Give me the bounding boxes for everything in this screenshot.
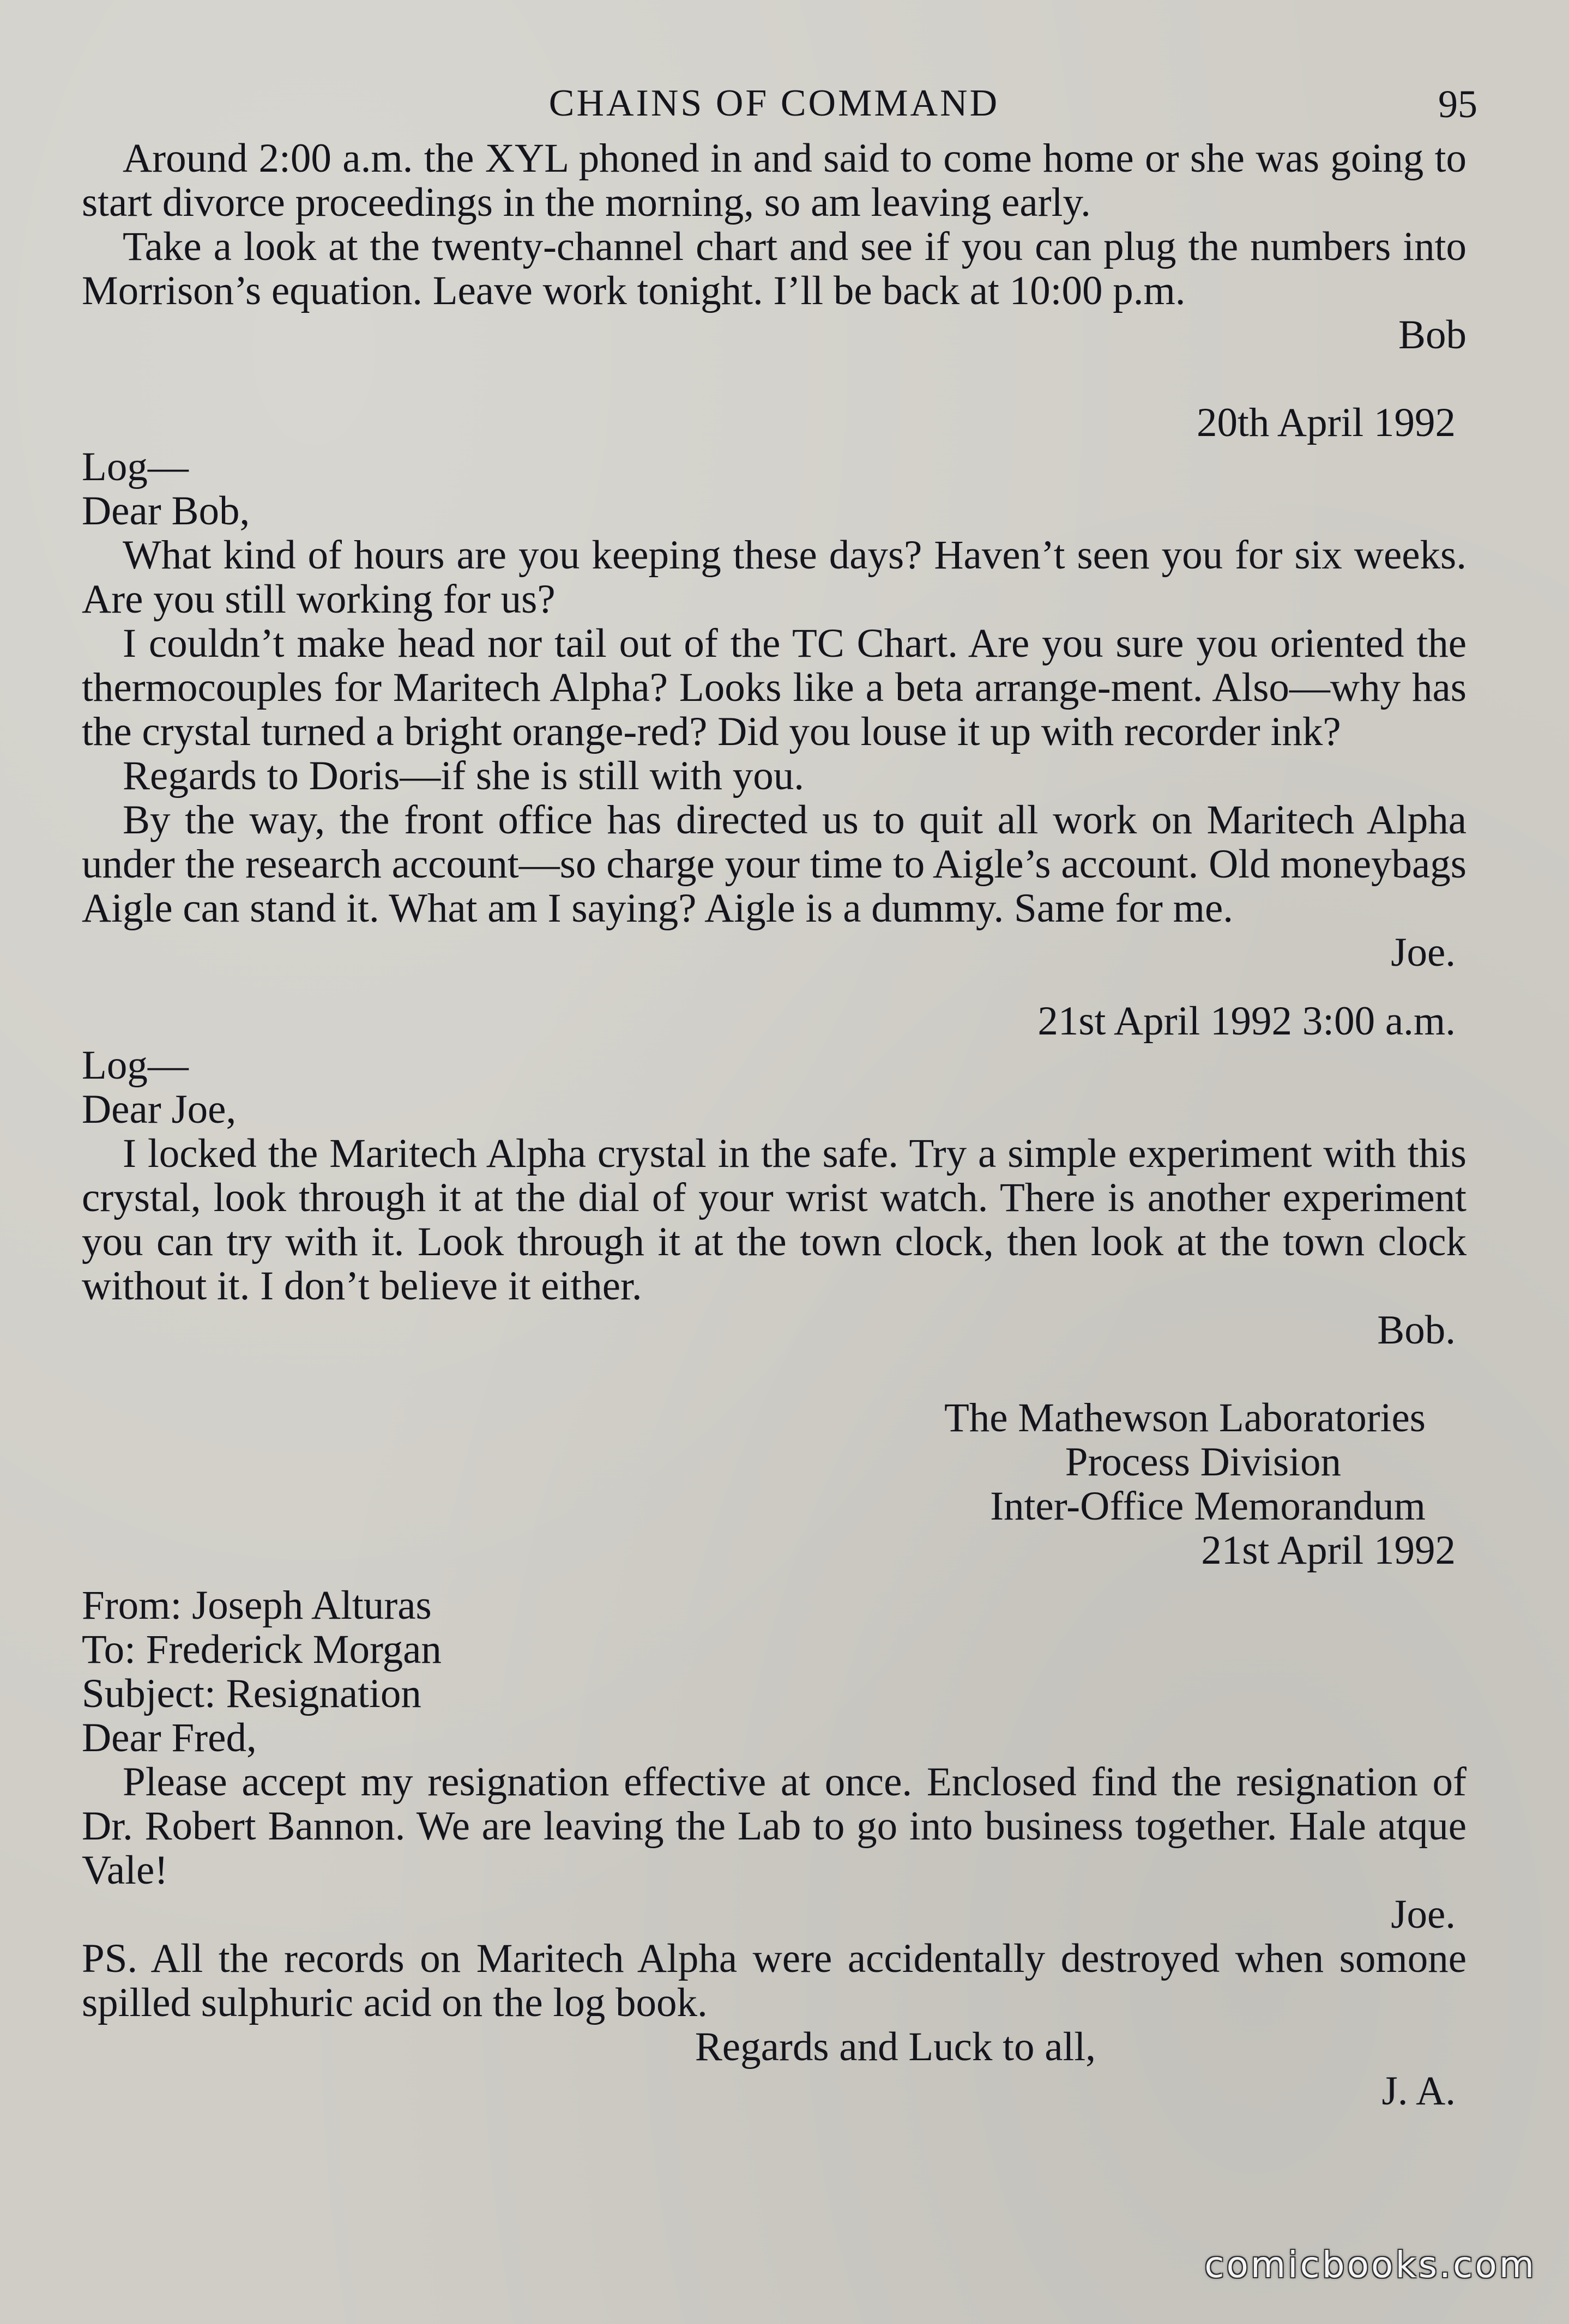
signature: Bob. bbox=[1377, 1308, 1456, 1353]
running-title: CHAINS OF COMMAND bbox=[548, 82, 1000, 124]
entry-date: 20th April 1992 bbox=[1196, 400, 1456, 445]
memo-from: From: Joseph Alturas bbox=[82, 1583, 432, 1628]
memo-date: 21st April 1992 bbox=[1201, 1528, 1456, 1573]
salutation: Dear Joe, bbox=[82, 1087, 237, 1132]
log-entry-3 bbox=[82, 999, 1467, 1352]
paragraph: What kind of hours are you keeping these days? Haven’t seen you for six weeks. Are you still working for us? bbox=[82, 532, 1467, 622]
signature: Bob bbox=[1398, 312, 1467, 358]
memo-subject: Subject: Resignation bbox=[82, 1671, 421, 1716]
initials: J. A. bbox=[1381, 2068, 1456, 2114]
paragraph: Around 2:00 a.m. the XYL phoned in and said to come home or she was going to start divorce proceedings in the morning, so am leaving early. bbox=[82, 136, 1467, 225]
book-page bbox=[82, 76, 1477, 2114]
paragraph: Regards to Doris—if she is still with you. bbox=[123, 753, 804, 798]
memo-heading bbox=[82, 1396, 1467, 1572]
salutation: Dear Bob, bbox=[82, 488, 250, 534]
salutation: Dear Fred, bbox=[82, 1715, 257, 1760]
log-entry-1 bbox=[82, 136, 1467, 357]
signature: Joe. bbox=[1391, 930, 1456, 975]
page-header bbox=[82, 76, 1477, 136]
log-label: Log— bbox=[82, 1043, 189, 1088]
closing-line: Regards and Luck to all, bbox=[695, 2024, 1096, 2069]
paragraph: I couldn’t make head nor tail out of the TC Chart. Are you sure you oriented the thermocouples for Maritech Alpha? Looks like a beta arrange-ment. Also—why has the crystal turned a bright orange-red? Did you louse it up with recorder ink? bbox=[82, 621, 1467, 754]
page-number: 95 bbox=[1438, 82, 1477, 126]
log-label: Log— bbox=[82, 444, 189, 489]
signature: Joe. bbox=[1391, 1892, 1456, 1937]
paragraph: I locked the Maritech Alpha crystal in the safe. Try a simple experiment with this crystal, look through it at the dial of your wrist watch. There is another experiment you can try with it. Look through it at the town clock, then look at the town clock without it. I don’t believe it either. bbox=[82, 1131, 1467, 1309]
memo-type: Inter-Office Memorandum bbox=[990, 1484, 1426, 1529]
paragraph: Take a look at the twenty-channel chart and see if you can plug the numbers into Morrison’s equation. Leave work tonight. I’ll be back at 10:00 p.m. bbox=[82, 224, 1467, 313]
entry-date: 21st April 1992 3:00 a.m. bbox=[1037, 998, 1456, 1044]
memorandum bbox=[82, 1396, 1467, 2113]
memo-division: Process Division bbox=[1065, 1439, 1341, 1485]
watermark: comicbooks.com bbox=[1204, 2244, 1536, 2286]
log-entry-2 bbox=[82, 401, 1467, 975]
memo-to: To: Frederick Morgan bbox=[82, 1627, 442, 1672]
postscript: PS. All the records on Maritech Alpha were accidentally destroyed when somone spilled sulphuric acid on the log book. bbox=[82, 1936, 1467, 2025]
memo-organization: The Mathewson Laboratories bbox=[944, 1395, 1426, 1441]
paragraph: By the way, the front office has directed us to quit all work on Maritech Alpha under the research account—so charge your time to Aigle’s account. Old moneybags Aigle can stand it. What am I saying? Aigle is a dummy. Same for me. bbox=[82, 797, 1467, 931]
paragraph: Please accept my resignation effective at once. Enclosed find the resignation of Dr. Robert Bannon. We are leaving the Lab to go into business together. Hale atque Vale! bbox=[82, 1759, 1467, 1893]
